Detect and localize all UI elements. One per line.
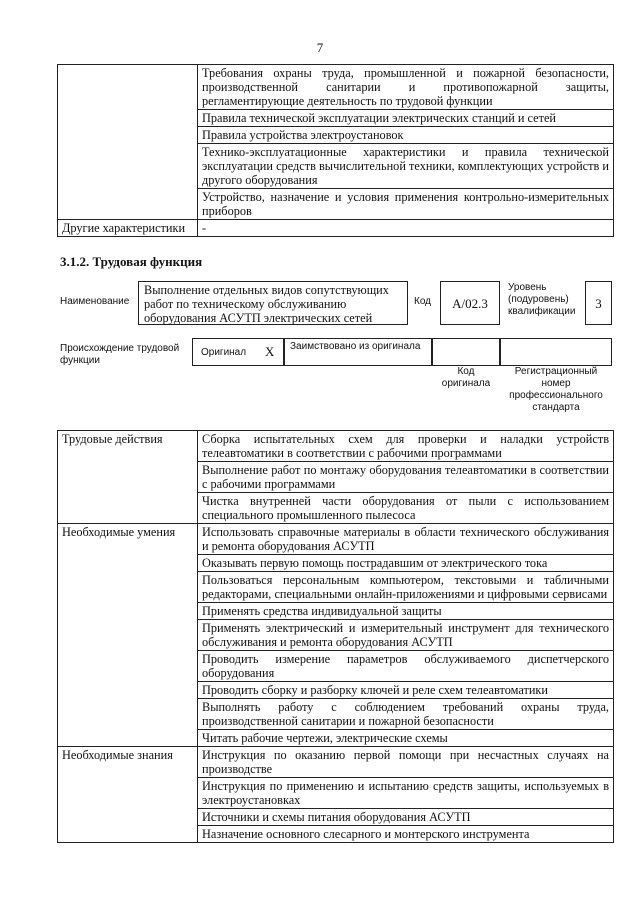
level-label: Уровень (подуровень) квалификации xyxy=(508,282,576,317)
table-cell: Устройство, назначение и условия применения контрольно-измерительных приборов xyxy=(198,189,614,220)
table-cell: Сборка испытательных схем для проверки и наладки устройств телеавтоматики в соответствии с рабочими программами xyxy=(198,431,614,462)
table-cell: Проводить измерение параметров обслуживаемого диспетчерского оборудования xyxy=(198,651,614,682)
original-label: Оригинал xyxy=(201,347,247,358)
borrowed-label: Заимствовано из оригинала xyxy=(290,341,421,352)
other-characteristics-label: Другие характеристики xyxy=(58,220,198,237)
table-cell: Выполнять работу с соблюдением требований охраны труда, производственной санитарии и пожарной безопасности xyxy=(198,699,614,730)
labor-actions-label: Трудовые действия xyxy=(58,431,198,524)
table-cell: Технико-эксплуатационные характеристики и правила технической эксплуатации средств вычислительной техники, комплектующих устройств и другого оборудования xyxy=(198,144,614,189)
original-code-caption: Код оригинала xyxy=(441,366,491,389)
table-cell: Читать рабочие чертежи, электрические схемы xyxy=(198,730,614,747)
code-label: Код xyxy=(414,296,432,307)
page-number: 7 xyxy=(316,40,324,55)
table-cell: Требования охраны труда, промышленной и пожарной безопасности, производственной санитарии и противопожарной защиты, регламентирующие деятельность по трудовой функции xyxy=(198,65,614,110)
required-skills-label: Необходимые умения xyxy=(58,524,198,747)
knowledge-continuation-table xyxy=(57,64,614,237)
required-knowledge-label: Необходимые знания xyxy=(58,747,198,843)
borrowed-box xyxy=(284,338,432,366)
table-cell: Применять электрический и измерительный инструмент для технического обслуживания и ремонта оборудования АСУТП xyxy=(198,620,614,651)
function-code: A/02.3 xyxy=(452,296,488,311)
table-row xyxy=(58,220,614,237)
original-box xyxy=(192,338,284,366)
table-cell: Правила устройства электроустановок xyxy=(198,127,614,144)
table-cell: Использовать справочные материалы в области технического обслуживания и ремонта оборудования АСУТП xyxy=(198,524,614,555)
table-cell: Инструкция по применению и испытанию средств защиты, используемых в электроустановках xyxy=(198,778,614,809)
table-cell: Чистка внутренней части оборудования от пыли с использованием специального промышленного пылесоса xyxy=(198,493,614,524)
section-title: 3.1.2. Трудовая функция xyxy=(60,254,203,269)
function-name: Выполнение отдельных видов сопутствующих работ по техническому обслуживанию оборудования АСУТП электрических сетей xyxy=(144,283,389,325)
table-row xyxy=(58,431,614,462)
table-row xyxy=(58,65,614,110)
qualification-level: 3 xyxy=(595,296,602,311)
labor-function-table xyxy=(57,430,614,843)
table-cell: Оказывать первую помощь пострадавшим от электрического тока xyxy=(198,555,614,572)
name-label: Наименование xyxy=(60,296,130,307)
name-box xyxy=(138,281,408,325)
table-row xyxy=(58,747,614,778)
table-cell: Проводить сборку и разборку ключей и реле схем телеавтоматики xyxy=(198,682,614,699)
origin-label: Происхождение трудовой функции xyxy=(60,343,180,366)
table-cell: Источники и схемы питания оборудования АСУТП xyxy=(198,809,614,826)
table-row xyxy=(58,524,614,555)
table-cell: Применять средства индивидуальной защиты xyxy=(198,603,614,620)
original-code-box xyxy=(432,338,500,366)
table-cell: Пользоваться персональным компьютером, текстовыми и табличными редакторами, специальными онлайн-приложениями и цифровыми сервисами xyxy=(198,572,614,603)
other-characteristics-value: - xyxy=(198,220,614,237)
registration-number-box xyxy=(500,338,612,366)
table-cell: Назначение основного слесарного и монтерского инструмента xyxy=(198,826,614,843)
empty-label-cell xyxy=(58,65,198,220)
registration-number-caption: Регистрационный номер профессионального стандарта xyxy=(509,366,603,413)
level-box xyxy=(585,281,612,325)
original-mark: X xyxy=(265,344,275,359)
code-box xyxy=(440,281,500,325)
table-cell: Инструкция по оказанию первой помощи при несчастных случаях на производстве xyxy=(198,747,614,778)
table-cell: Правила технической эксплуатации электрических станций и сетей xyxy=(198,110,614,127)
table-cell: Выполнение работ по монтажу оборудования телеавтоматики в соответствии с рабочими программами xyxy=(198,462,614,493)
